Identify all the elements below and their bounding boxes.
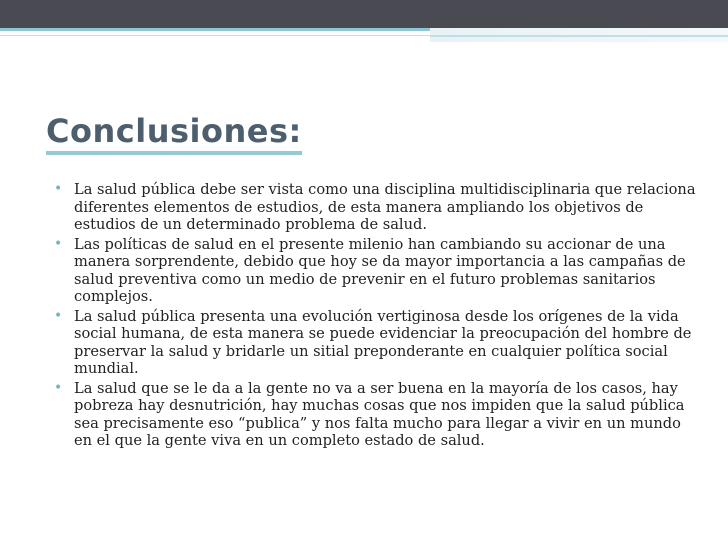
slide-title: Conclusiones: — [46, 112, 302, 150]
bullet-text: Las políticas de salud en el presente milenio han cambiando su accionar de una manera sorprendente, debido que hoy se da mayor importancia a las campañas de salud preventiva como un medio de prevenir en el futuro problemas sanitarios complejos. — [74, 235, 686, 305]
bullet-marker: • — [54, 181, 63, 197]
title-underline — [46, 151, 302, 155]
bullet-marker: • — [54, 379, 63, 396]
bullet-text: La salud que se le da a la gente no va a ser buena en la mayoría de los casos, hay pobreza hay desnutrición, hay muchas cosas que nos impiden que la salud pública sea precisamente eso “publica” y nos falta mucho para llegar a vivir en un mundo en el que la gente viva en un completo estado de salud. — [74, 379, 685, 449]
bullet-item — [46, 181, 696, 234]
bullet-item — [46, 380, 696, 450]
slide-header-thin-line — [0, 35, 728, 36]
bullet-marker: • — [54, 307, 63, 324]
bullet-text: La salud pública debe ser vista como una disciplina multidisciplinaria que relaciona diferentes elementos de estudios, de esta manera ampliando los objetivos de estudios de un determinado problema de salud. — [74, 181, 696, 233]
slide-header-bar — [0, 0, 728, 28]
bullet-item — [46, 308, 696, 378]
bullet-item — [46, 236, 696, 306]
bullet-list — [46, 181, 696, 452]
bullet-marker: • — [54, 235, 63, 252]
bullet-text: La salud pública presenta una evolución vertiginosa desde los orígenes de la vida social humana, de esta manera se puede evidenciar la preocupación del hombre de preservar la salud y bridarle un sitial preponderante en cualquier política social mundial. — [74, 307, 692, 377]
